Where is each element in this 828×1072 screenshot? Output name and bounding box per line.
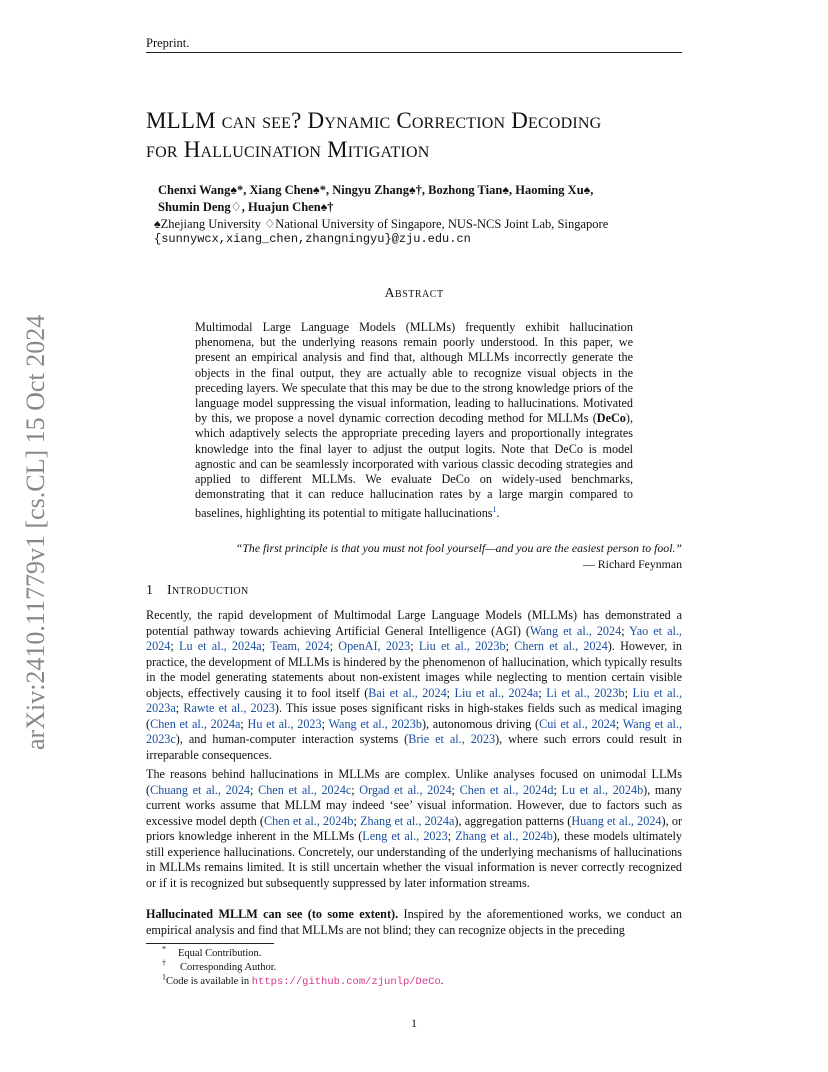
citation-link[interactable]: Yao et al., 2024 (146, 623, 682, 653)
citation-link[interactable]: Hu et al., 2023 (247, 716, 322, 731)
citation-link[interactable]: Wang et al., 2023c (146, 716, 683, 746)
paragraph-text: ; (351, 782, 360, 797)
citation-link[interactable]: Wang et al., 2024 (529, 623, 622, 638)
page-number: 1 (411, 1016, 417, 1030)
paragraph-text: ), many current works assume that MLLM may indeed ‘see’ visual information. However, due to factors such as excessive model depth ( (146, 782, 683, 828)
paragraph-text: ; (175, 701, 184, 715)
paragraph-text: ; (329, 639, 339, 653)
paragraph-text: ; (250, 782, 259, 797)
citation-link[interactable]: Chen et al., 2024c (258, 782, 352, 797)
abstract-body: Multimodal Large Language Models (MLLMs) frequently exhibit hallucination phenomena, but the underlying reasons remain poorly understood. In this paper, we present an empirical analysis and find that, although MLLMs incorrectly generate the objects in the final output, they are actually able to recognize visual objects in the preceding layers. We speculate that this may be due to the strong knowledge priors of the language model suppressing the visual information, leading to hallucinations. Motivated by this, we propose a novel dynamic correction decoding method for MLLMs (DeCo), which adaptively selects the appropriate preceding layers and proportionally integrates knowledge into the final layer to adjust the output logits. Note that DeCo is model agnostic and can be seamlessly incorporated with various classic decoding strategies and applied to different MLLMs. We evaluate DeCo on widely-used benchmarks, demonstrating that it can reduce hallucination rates by a large margin compared to baselines, highlighting its potential to mitigate hallucinations$^1$. (195, 320, 633, 521)
citation-link[interactable]: Chern et al., 2024 (514, 639, 608, 653)
paragraph-text: ), autonomous driving ( (421, 716, 540, 731)
paragraph-text: ; (170, 639, 179, 653)
paragraph-text: ; (410, 639, 419, 653)
citation-link[interactable]: Brie et al., 2023 (408, 732, 496, 746)
paragraph-text: Recently, the rapid development of Multimodal Large Language Models (MLLMs) has demonstrated a potential pathway towards achieving Artificial General Intelligence (AGI) ( (146, 608, 682, 638)
paragraph-text: ; (447, 829, 456, 843)
author-line-2: Shumin Deng♢, Huajun Chen♠† (158, 200, 334, 214)
citation-link[interactable]: Leng et al., 2023 (362, 829, 448, 843)
citation-link[interactable]: Huang et al., 2024 (571, 813, 662, 828)
citation-link[interactable]: Liu et al., 2024a (454, 685, 539, 700)
paragraph-text: ), and human-computer interaction systems ( (175, 732, 409, 746)
paragraph-text: ; (615, 716, 623, 731)
citation-link[interactable]: Chuang et al., 2024 (150, 782, 251, 797)
citation-link[interactable]: Rawte et al., 2023 (183, 701, 275, 715)
paragraph-text: ; (621, 623, 630, 638)
paragraph-text: ; (505, 639, 515, 653)
header-rule (146, 52, 682, 53)
author-emails[interactable]: {sunnywcx,xiang_chen,zhangningyu}@zju.edu.cn (154, 232, 471, 246)
citation-link[interactable]: Zhang et al., 2024b (455, 829, 553, 843)
citation-link[interactable]: Chen et al., 2024a (150, 716, 241, 731)
citation-link[interactable]: Cui et al., 2024 (539, 716, 616, 731)
paragraph-text: ; (446, 685, 455, 700)
paragraph-text: ), or priors knowledge inherent in the MLLMs ( (146, 813, 683, 843)
citation-link[interactable]: Wang et al., 2023b (328, 716, 422, 731)
paragraph-text: ). This issue poses significant risks in high-stakes fields such as medical imaging ( (146, 701, 682, 731)
intro-paragraph-3: Hallucinated MLLM can see (to some extent). Inspired by the aforementioned works, we conduct an empirical analysis and find that MLLMs are not blind; they can recognize objects in the preceding (146, 907, 683, 937)
citation-link[interactable]: Orgad et al., 2024 (359, 782, 452, 797)
footnote-equal-contribution: * Equal Contribution. (162, 944, 262, 959)
affiliations: ♠Zhejiang University ♢National University of Singapore, NUS-NCS Joint Lab, Singapore (154, 217, 609, 231)
abstract-heading: Abstract (384, 286, 444, 301)
intro-paragraph-2 (146, 767, 682, 891)
paragraph-text: ; (261, 639, 271, 653)
section-heading: 1 Introduction (146, 583, 249, 598)
paragraph-text: ), these models ultimately still experience hallucinations. Concretely, our understanding of the underlying mechanisms of hallucinations in MLLMs remains limited. It is still uncertain whether the visual information is never correctly recognized or if it is recognized but subsequently suppressed by later information streams. (146, 829, 682, 890)
paragraph-text: ; (240, 716, 248, 731)
citation-link[interactable]: Lu et al., 2024b (561, 782, 644, 797)
epigraph-author: — Richard Feynman (583, 557, 682, 571)
author-line-1: Chenxi Wang♠*, Xiang Chen♠*, Ningyu Zhang♠†, Bozhong Tian♠, Haoming Xu♠, (158, 183, 594, 197)
paragraph-text: ; (353, 813, 361, 828)
paragraph-text: ; (624, 685, 633, 700)
paragraph-text: The reasons behind hallucinations in MLLMs are complex. Unlike analyses focused on unimodal LLMs ( (146, 767, 682, 797)
paper-title: MLLM can see? Dynamic Correction Decoding for Hallucination Mitigation (146, 108, 602, 162)
intro-paragraph-1 (146, 608, 682, 763)
citation-link[interactable]: Liu et al., 2023a (146, 685, 682, 715)
citation-link[interactable]: Team, 2024 (270, 639, 330, 653)
arxiv-stamp-text: arXiv:2410.11779v1 [cs.CL] 15 Oct 2024 (21, 314, 50, 750)
code-url-link[interactable]: https://github.com/zjunlp/DeCo (251, 976, 441, 988)
paragraph-text: ; (538, 685, 547, 700)
paragraph-text: ; (321, 716, 329, 731)
paragraph-text: ), where such errors could result in irreparable consequences. (146, 732, 682, 762)
footnote-corresponding: † Corresponding Author. (162, 958, 277, 973)
running-head: Preprint. (146, 36, 190, 50)
footnote-code: $^1$Code is available in https://github.com/zjunlp/DeCo. (162, 972, 444, 988)
citation-link[interactable]: OpenAI, 2023 (338, 639, 411, 653)
abstract-footnote-link[interactable]: 1 (492, 505, 497, 515)
paragraph-text: ; (553, 782, 562, 797)
citation-link[interactable]: Liu et al., 2023b (418, 639, 506, 653)
epigraph-quote: “The first principle is that you must not fool yourself—and you are the easiest person to fool.” (235, 541, 682, 555)
citation-link[interactable]: Zhang et al., 2024a (360, 813, 455, 828)
citation-link[interactable]: Li et al., 2023b (546, 685, 625, 700)
citation-link[interactable]: Lu et al., 2024a (179, 639, 262, 653)
citation-link[interactable]: Chen et al., 2024b (263, 813, 354, 828)
arxiv-stamp (12, 280, 52, 760)
citation-link[interactable]: Bai et al., 2024 (368, 685, 447, 700)
author-list (158, 182, 678, 216)
paragraph-text: ; (451, 782, 460, 797)
paragraph-text: ). However, in practice, the development of MLLMs is hindered by the phenomenon of hallucination, which typically results in the model generating statements about non-existent images while neglecting to mention certain visible objects, effectively causing it to fool itself ( (146, 639, 683, 700)
citation-link[interactable]: Chen et al., 2024d (459, 782, 554, 797)
paragraph-text: ), aggregation patterns ( (454, 813, 572, 828)
